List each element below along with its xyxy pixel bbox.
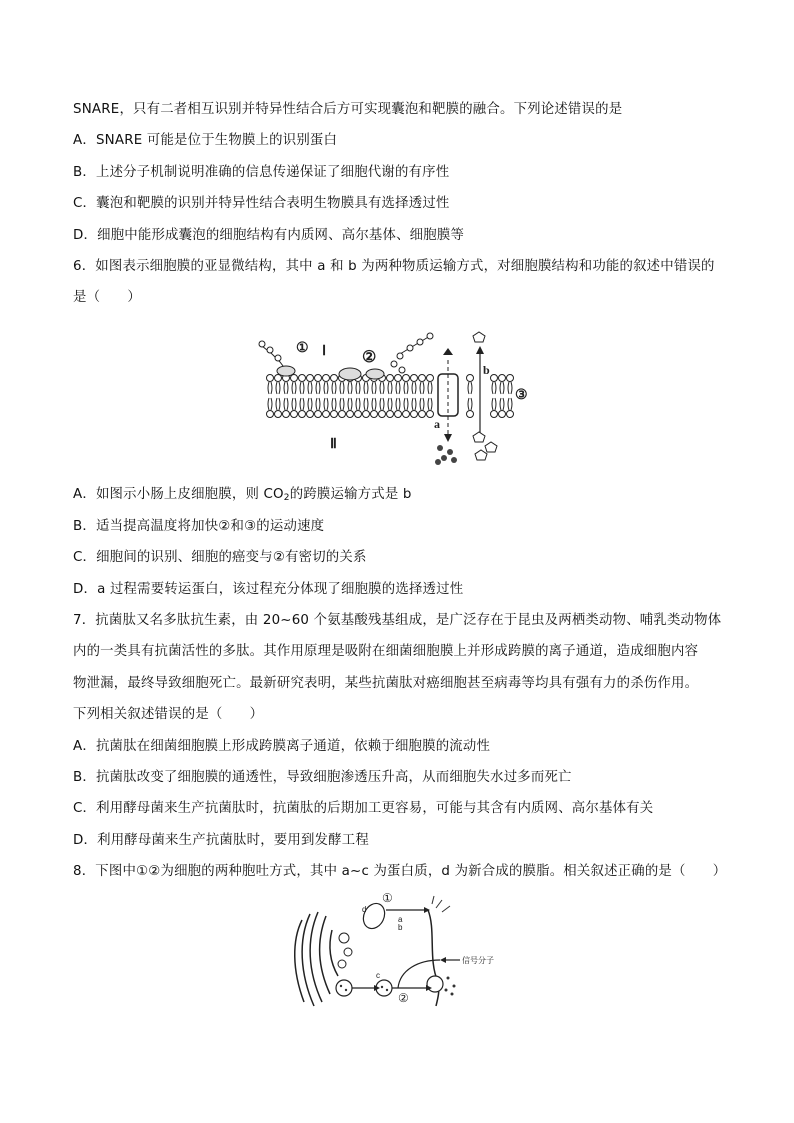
label-a: a xyxy=(434,417,440,431)
phospholipid-bilayer xyxy=(267,375,514,418)
q5-option-b: B．上述分子机制说明准确的信息传递保证了细胞代谢的有序性 xyxy=(73,165,450,180)
label-a: a xyxy=(398,915,403,924)
q7-stem-line-4: 下列相关叙述错误的是（ ） xyxy=(73,707,264,722)
q7-stem-line-1: 7．抗菌肽又名多肽抗生素，由 20~60 个氨基酸残基组成，是广泛存在于昆虫及两栖类动物、哺乳类动物体 xyxy=(73,613,722,628)
q6-option-d: D．a 过程需要转运蛋白，该过程充分体现了细胞膜的选择透过性 xyxy=(73,582,464,597)
q6-option-b: B．适当提高温度将加快②和③的运动速度 xyxy=(73,519,325,534)
golgi-stack xyxy=(295,912,338,1006)
vesicle-1 xyxy=(336,980,352,996)
small-vesicles xyxy=(338,933,352,968)
q5-stem-tail: SNARE，只有二者相互识别并特异性结合后方可实现囊泡和靶膜的融合。下列论述错误的是 xyxy=(73,102,623,117)
side-II-label: Ⅱ xyxy=(330,437,337,452)
cell-membrane-figure xyxy=(250,330,550,470)
q5-option-a: A．SNARE 可能是位于生物膜上的识别蛋白 xyxy=(73,133,338,148)
fusing-vesicle xyxy=(427,976,443,992)
q8-stem: 8．下图中①②为细胞的两种胞吐方式，其中 a~c 为蛋白质，d 为新合成的膜脂。相关叙述正确的是（ ） xyxy=(73,864,727,879)
q6-option-a: A．如图示小肠上皮细胞膜，则 $CO_2$的跨膜运输方式是 b xyxy=(73,487,412,503)
q7-option-d: D．利用酵母菌来生产抗菌肽时，要用到发酵工程 xyxy=(73,833,369,848)
glycocalyx-chains xyxy=(259,333,433,380)
label-b: b xyxy=(398,923,403,932)
q7-stem-line-3: 物泄漏，最终导致细胞死亡。最新研究表明，某些抗菌肽对癌细胞甚至病毒等均具有强有力的杀伤作用。 xyxy=(73,676,699,691)
label-b: b xyxy=(483,363,490,377)
label-1: ① xyxy=(296,341,309,356)
q7-stem-line-2: 内的一类具有抗菌活性的多肽。其作用原理是吸附在细菌细胞膜上并形成跨膜的离子通道，造成细胞内容 xyxy=(73,644,699,659)
label-2: ② xyxy=(362,349,377,366)
q6-option-c: C．细胞间的识别、细胞的癌变与②有密切的关系 xyxy=(73,550,367,565)
label-c: c xyxy=(376,971,380,980)
molecules-b xyxy=(473,432,497,460)
label-3: ③ xyxy=(515,388,528,403)
q5-option-c: C．囊泡和靶膜的识别并特异性结合表明生物膜具有选择透过性 xyxy=(73,196,450,211)
q6-stem-line-1: 6．如图表示细胞膜的亚显微结构，其中 a 和 b 为两种物质运输方式，对细胞膜结构和功能的叙述中错误的 xyxy=(73,259,715,274)
signal-molecule-label: 信号分子 xyxy=(462,956,494,965)
q6-stem-line-2: 是（ ） xyxy=(73,290,141,305)
label-2: ② xyxy=(398,991,409,1005)
label-d: d xyxy=(362,905,367,914)
q5-option-d: D．细胞中能形成囊泡的细胞结构有内质网、高尔基体、细胞膜等 xyxy=(73,228,465,243)
q7-option-c: C．利用酵母菌来生产抗菌肽时，抗菌肽的后期加工更容易，可能与其含有内质网、高尔基体有关 xyxy=(73,801,654,816)
side-I-label: Ⅰ xyxy=(322,344,327,359)
q7-option-a: A．抗菌肽在细菌细胞膜上形成跨膜离子通道，依赖于细胞膜的流动性 xyxy=(73,739,491,754)
label-1: ① xyxy=(382,891,393,905)
molecules-a xyxy=(435,445,457,465)
exocytosis-figure xyxy=(288,890,508,1010)
q7-option-b: B．抗菌肽改变了细胞膜的通透性，导致细胞渗透压升高，从而细胞失水过多而死亡 xyxy=(73,770,572,785)
